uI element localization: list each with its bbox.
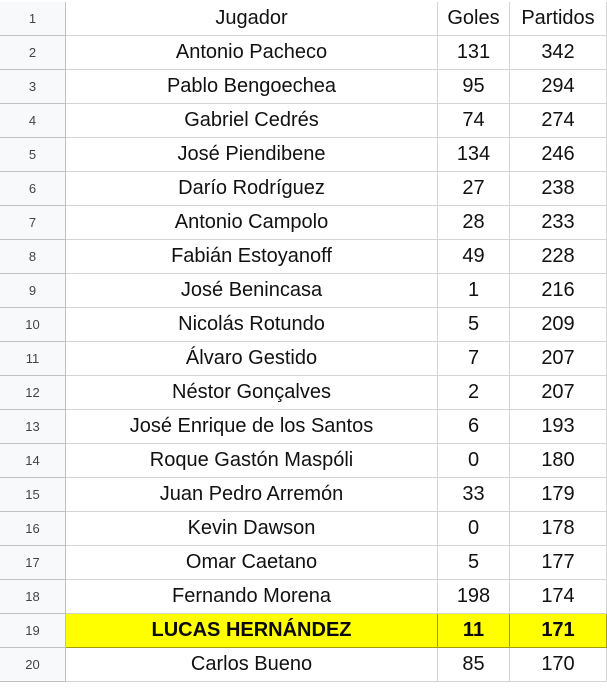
row-number[interactable]: 8 bbox=[0, 240, 66, 274]
cell-matches[interactable]: 174 bbox=[510, 580, 607, 614]
cell-goals[interactable]: 6 bbox=[438, 410, 510, 444]
cell-matches[interactable]: 209 bbox=[510, 308, 607, 342]
table-row bbox=[0, 104, 607, 138]
cell-goals[interactable]: 11 bbox=[438, 614, 510, 648]
cell-goals[interactable]: 0 bbox=[438, 444, 510, 478]
cell-matches[interactable]: 207 bbox=[510, 376, 607, 410]
column-header-goals[interactable]: Goles bbox=[438, 2, 510, 36]
table-row bbox=[0, 546, 607, 580]
table-row bbox=[0, 240, 607, 274]
cell-goals[interactable]: 131 bbox=[438, 36, 510, 70]
cell-matches[interactable]: 342 bbox=[510, 36, 607, 70]
cell-goals[interactable]: 134 bbox=[438, 138, 510, 172]
row-number[interactable]: 3 bbox=[0, 70, 66, 104]
table-row bbox=[0, 172, 607, 206]
cell-player[interactable]: Omar Caetano bbox=[66, 546, 438, 580]
cell-player[interactable]: Fernando Morena bbox=[66, 580, 438, 614]
row-number[interactable]: 17 bbox=[0, 546, 66, 580]
cell-goals[interactable]: 33 bbox=[438, 478, 510, 512]
cell-player[interactable]: José Enrique de los Santos bbox=[66, 410, 438, 444]
cell-player[interactable]: Darío Rodríguez bbox=[66, 172, 438, 206]
cell-player[interactable]: José Benincasa bbox=[66, 274, 438, 308]
row-number[interactable]: 12 bbox=[0, 376, 66, 410]
row-number[interactable]: 10 bbox=[0, 308, 66, 342]
row-number[interactable]: 4 bbox=[0, 104, 66, 138]
row-number[interactable]: 9 bbox=[0, 274, 66, 308]
cell-matches[interactable]: 246 bbox=[510, 138, 607, 172]
row-number[interactable]: 5 bbox=[0, 138, 66, 172]
row-number[interactable]: 20 bbox=[0, 648, 66, 682]
cell-goals[interactable]: 5 bbox=[438, 546, 510, 580]
column-header-player[interactable]: Jugador bbox=[66, 2, 438, 36]
table-row bbox=[0, 512, 607, 546]
cell-goals[interactable]: 49 bbox=[438, 240, 510, 274]
cell-player[interactable]: Nicolás Rotundo bbox=[66, 308, 438, 342]
cell-goals[interactable]: 198 bbox=[438, 580, 510, 614]
cell-matches[interactable]: 233 bbox=[510, 206, 607, 240]
table-row-highlighted bbox=[0, 614, 607, 648]
cell-matches[interactable]: 178 bbox=[510, 512, 607, 546]
table-row bbox=[0, 70, 607, 104]
row-number[interactable]: 6 bbox=[0, 172, 66, 206]
cell-goals[interactable]: 85 bbox=[438, 648, 510, 682]
cell-player[interactable]: Antonio Pacheco bbox=[66, 36, 438, 70]
table-row bbox=[0, 308, 607, 342]
cell-matches[interactable]: 228 bbox=[510, 240, 607, 274]
table-row bbox=[0, 206, 607, 240]
cell-goals[interactable]: 5 bbox=[438, 308, 510, 342]
cell-matches[interactable]: 294 bbox=[510, 70, 607, 104]
row-number[interactable]: 19 bbox=[0, 614, 66, 648]
row-number[interactable]: 11 bbox=[0, 342, 66, 376]
row-number[interactable]: 1 bbox=[0, 2, 66, 36]
cell-goals[interactable]: 7 bbox=[438, 342, 510, 376]
cell-matches[interactable]: 171 bbox=[510, 614, 607, 648]
cell-player[interactable]: Roque Gastón Maspóli bbox=[66, 444, 438, 478]
cell-player[interactable]: Pablo Bengoechea bbox=[66, 70, 438, 104]
table-row bbox=[0, 648, 607, 682]
cell-player[interactable]: LUCAS HERNÁNDEZ bbox=[66, 614, 438, 648]
cell-player[interactable]: Antonio Campolo bbox=[66, 206, 438, 240]
table-row bbox=[0, 342, 607, 376]
column-header-matches[interactable]: Partidos bbox=[510, 2, 607, 36]
cell-matches[interactable]: 170 bbox=[510, 648, 607, 682]
row-number[interactable]: 14 bbox=[0, 444, 66, 478]
cell-matches[interactable]: 238 bbox=[510, 172, 607, 206]
row-number[interactable]: 16 bbox=[0, 512, 66, 546]
cell-goals[interactable]: 0 bbox=[438, 512, 510, 546]
table-row bbox=[0, 376, 607, 410]
cell-matches[interactable]: 207 bbox=[510, 342, 607, 376]
cell-player[interactable]: Néstor Gonçalves bbox=[66, 376, 438, 410]
cell-goals[interactable]: 2 bbox=[438, 376, 510, 410]
cell-player[interactable]: Kevin Dawson bbox=[66, 512, 438, 546]
row-number[interactable]: 15 bbox=[0, 478, 66, 512]
cell-matches[interactable]: 274 bbox=[510, 104, 607, 138]
table-row bbox=[0, 36, 607, 70]
cell-goals[interactable]: 1 bbox=[438, 274, 510, 308]
cell-matches[interactable]: 193 bbox=[510, 410, 607, 444]
cell-player[interactable]: José Piendibene bbox=[66, 138, 438, 172]
row-number[interactable]: 18 bbox=[0, 580, 66, 614]
table-row bbox=[0, 274, 607, 308]
cell-goals[interactable]: 95 bbox=[438, 70, 510, 104]
cell-matches[interactable]: 177 bbox=[510, 546, 607, 580]
cell-goals[interactable]: 74 bbox=[438, 104, 510, 138]
cell-player[interactable]: Álvaro Gestido bbox=[66, 342, 438, 376]
cell-matches[interactable]: 216 bbox=[510, 274, 607, 308]
table-row bbox=[0, 444, 607, 478]
cell-matches[interactable]: 180 bbox=[510, 444, 607, 478]
table-row bbox=[0, 138, 607, 172]
row-number[interactable]: 13 bbox=[0, 410, 66, 444]
cell-player[interactable]: Juan Pedro Arremón bbox=[66, 478, 438, 512]
table-row bbox=[0, 410, 607, 444]
cell-player[interactable]: Carlos Bueno bbox=[66, 648, 438, 682]
row-number[interactable]: 7 bbox=[0, 206, 66, 240]
cell-goals[interactable]: 28 bbox=[438, 206, 510, 240]
cell-player[interactable]: Fabián Estoyanoff bbox=[66, 240, 438, 274]
row-number[interactable]: 2 bbox=[0, 36, 66, 70]
table-row bbox=[0, 580, 607, 614]
cell-matches[interactable]: 179 bbox=[510, 478, 607, 512]
table-row bbox=[0, 478, 607, 512]
header-row bbox=[0, 2, 607, 36]
cell-player[interactable]: Gabriel Cedrés bbox=[66, 104, 438, 138]
cell-goals[interactable]: 27 bbox=[438, 172, 510, 206]
